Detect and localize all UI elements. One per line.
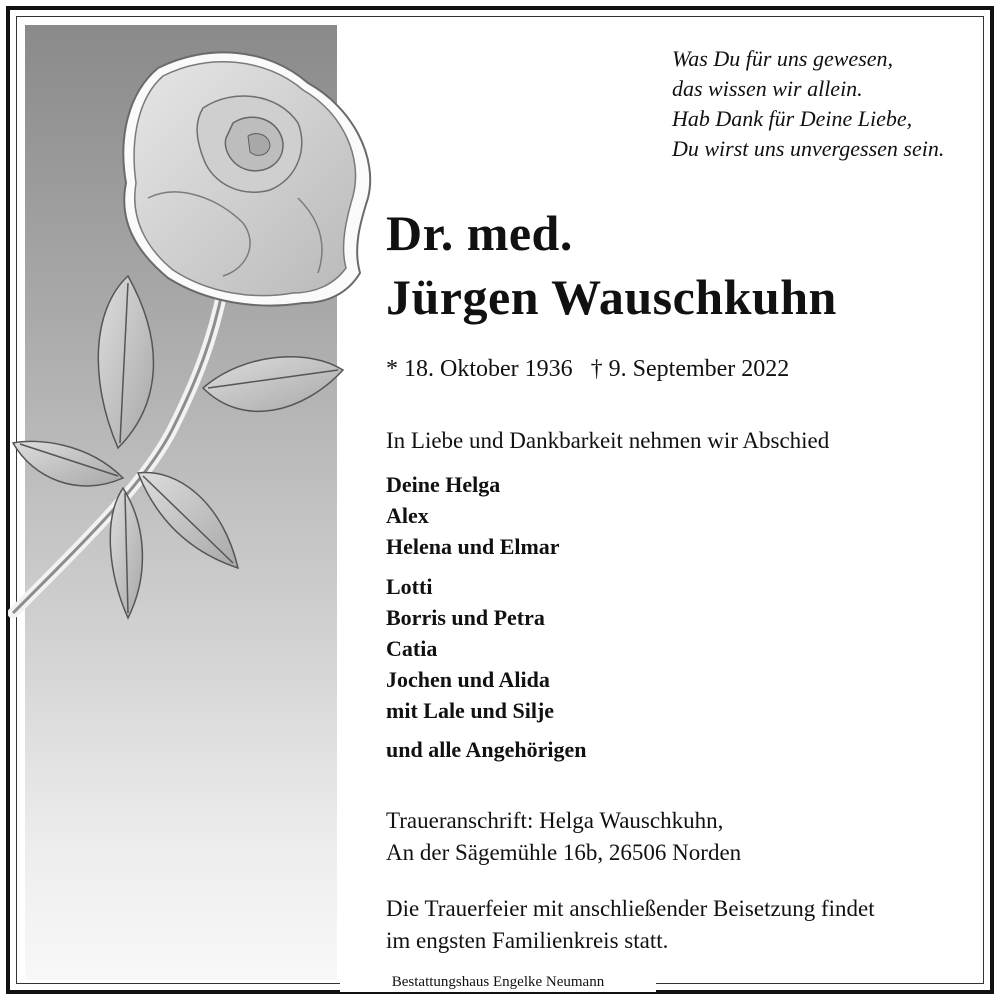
funeral-home-name: Bestattungshaus Engelke Neumann	[391, 974, 605, 990]
deceased-title: Dr. med.	[386, 205, 573, 261]
farewell-intro: In Liebe und Dankbarkeit nehmen wir Abschied	[386, 428, 830, 453]
rose-illustration	[8, 48, 388, 638]
mourners-group-2	[386, 571, 554, 726]
mourner-name: Deine Helga	[386, 472, 501, 497]
footer-band	[340, 972, 656, 992]
mourners-closing	[386, 734, 586, 765]
poem-line: Du wirst uns unvergessen sein.	[672, 136, 945, 161]
poem-line: Was Du für uns gewesen,	[672, 46, 894, 71]
address-line: Traueranschrift: Helga Wauschkuhn,	[386, 808, 724, 833]
mourner-name: Catia	[386, 636, 438, 661]
deceased-name	[386, 201, 837, 329]
mourners-group-1	[386, 469, 560, 562]
deceased-full-name: Jürgen Wauschkuhn	[386, 269, 837, 325]
mourner-name: Jochen und Alida	[386, 667, 550, 692]
birth-date: * 18. Oktober 1936	[386, 356, 573, 382]
ceremony-line: im engsten Familienkreis statt.	[386, 928, 669, 953]
mourner-name: und alle Angehörigen	[386, 737, 587, 762]
mourner-name: Helena und Elmar	[386, 534, 560, 559]
poem-line: Hab Dank für Deine Liebe,	[672, 106, 913, 131]
poem-line: das wissen wir allein.	[672, 76, 863, 101]
mourner-name: Lotti	[386, 574, 433, 599]
mourner-name: Alex	[386, 503, 429, 528]
ceremony-line: Die Trauerfeier mit anschließender Beisetzung findet	[386, 896, 875, 921]
life-dates	[386, 356, 789, 383]
mourner-name: mit Lale und Silje	[386, 698, 555, 723]
address-line: An der Sägemühle 16b, 26506 Norden	[386, 840, 742, 865]
mourning-address	[386, 805, 741, 869]
death-date: † 9. September 2022	[590, 356, 790, 382]
memorial-poem	[672, 44, 944, 164]
mourner-name: Borris und Petra	[386, 605, 545, 630]
ceremony-notice	[386, 893, 875, 957]
